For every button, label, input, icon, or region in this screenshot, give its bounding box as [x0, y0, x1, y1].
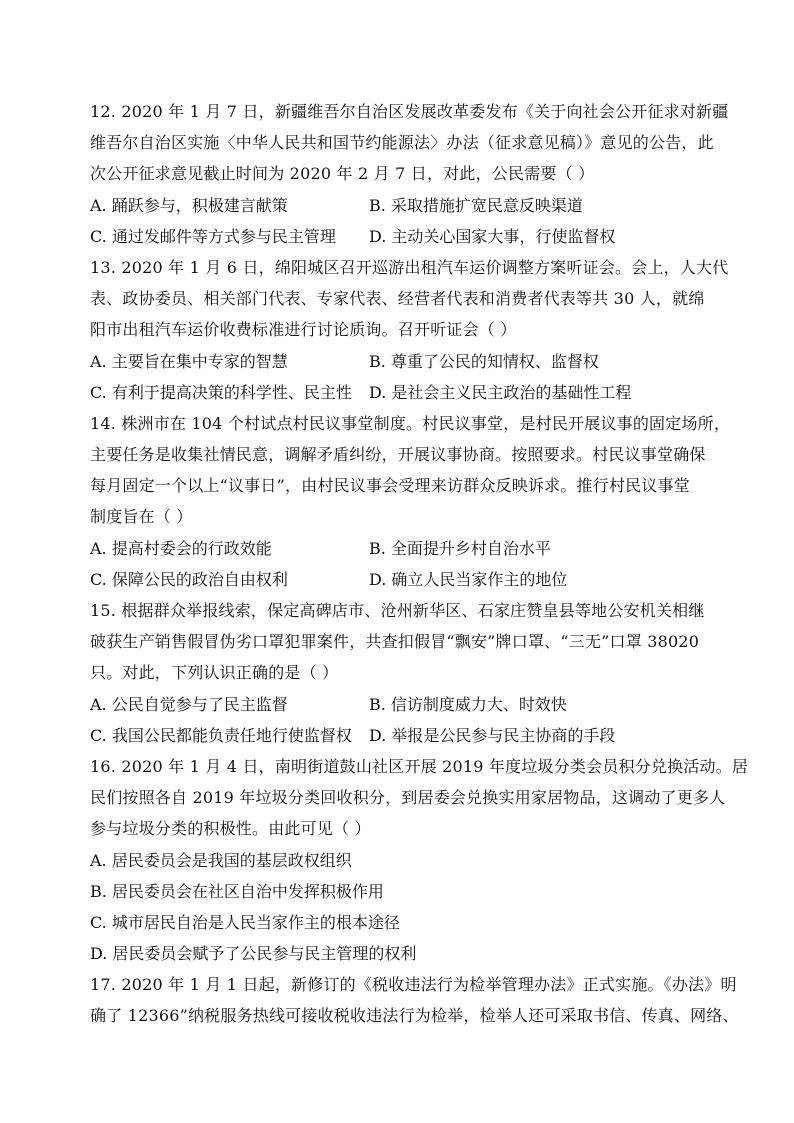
question-13	[90, 252, 729, 408]
option-c: C. 通过发邮件等方式参与民主管理	[90, 226, 336, 246]
option-c: C. 城市居民自治是人民当家作主的根本途径	[90, 912, 400, 932]
option-d: D. 主动关心国家大事，行使监督权	[369, 226, 616, 246]
question-17	[90, 969, 739, 1031]
question-stem-line: 次公开征求意见截止时间为 2020 年 2 月 7 日，对此，公民需要（ ）	[90, 164, 595, 184]
option-d: D. 确立人民当家作主的地位	[369, 569, 568, 589]
question-stem-line: 13. 2020 年 1 月 6 日，绵阳城区召开巡游出租汽车运价调整方案听证会。会上，人大代	[90, 257, 729, 277]
option-d: D. 举报是公民参与民主协商的手段	[369, 725, 616, 745]
question-stem-line: 参与垃圾分类的积极性。由此可见（ ）	[90, 819, 371, 839]
option-c: C. 有利于提高决策的科学性、民主性	[90, 382, 352, 402]
question-15	[90, 595, 704, 751]
question-stem-line: 表、政协委员、相关部门代表、专家代表、经营者代表和消费者代表等共 30 人，就绵	[90, 289, 705, 309]
question-stem-line: 17. 2020 年 1 月 1 日起，新修订的《税收违法行为检举管理办法》正式实施。《办法》明	[90, 975, 737, 995]
option-a: A. 居民委员会是我国的基层政权组织	[90, 850, 352, 870]
option-a: A. 公民自觉参与了民主监督	[90, 694, 288, 714]
question-stem-line: 16. 2020 年 1 月 4 日，南明街道鼓山社区开展 2019 年度垃圾分类会员积分兑换活动。居	[90, 756, 749, 776]
question-stem-line: 确了 12366”纳税服务热线可接收税收违法行为检举，检举人还可采取书信、传真、网络、	[90, 1006, 739, 1026]
option-row	[90, 533, 704, 564]
option-b: B. 全面提升乡村自治水平	[369, 538, 551, 558]
question-stem-line: 主要任务是收集社情民意，调解矛盾纠纷，开展议事协商。按照要求。村民议事堂确保	[90, 445, 706, 465]
option-row	[90, 221, 704, 252]
option-c: C. 保障公民的政治自由权利	[90, 569, 288, 589]
option-row	[90, 190, 704, 221]
question-stem-line: 维吾尔自治区实施〈中华人民共和国节约能源法〉办法（征求意见稿）》意见的公告，此	[90, 133, 714, 153]
option-b: B. 信访制度威力大、时效快	[369, 694, 567, 714]
question-12	[90, 96, 729, 252]
question-stem-line: 阳市出租汽车运价收费标准进行讨论质询。召开听证会（ ）	[90, 320, 517, 340]
option-b: B. 尊重了公民的知情权、监督权	[369, 351, 599, 371]
question-stem-line: 只。对此，下列认识正确的是（ ）	[90, 663, 339, 683]
option-row	[90, 346, 704, 377]
option-b: B. 采取措施扩宽民意反映渠道	[369, 195, 583, 215]
option-d: D. 是社会主义民主政治的基础性工程	[369, 382, 632, 402]
option-row	[90, 564, 704, 595]
question-stem-line: 破获生产销售假冒伪劣口罩犯罪案件，共查扣假冒“飘安”牌口罩、“三无”口罩 38020	[90, 632, 700, 652]
option-c: C. 我国公民都能负责任地行使监督权	[90, 725, 352, 745]
question-stem-line: 民们按照各自 2019 年垃圾分类回收积分，到居委会兑换实用家居物品，这调动了更多人	[90, 788, 726, 808]
option-a: A. 主要旨在集中专家的智慧	[90, 351, 288, 371]
option-a: A. 提高村委会的行政效能	[90, 538, 272, 558]
question-stem-line: 15. 根据群众举报线索，保定高碑店市、沧州新华区、石家庄赞皇县等地公安机关相继	[90, 601, 705, 620]
question-stem-line: 12. 2020 年 1 月 7 日，新疆维吾尔自治区发展改革委发布《关于向社会公开征求对新疆	[90, 102, 729, 121]
question-16	[90, 751, 749, 969]
question-14	[90, 408, 731, 595]
exam-page	[90, 96, 749, 1032]
question-stem-line: 每月固定一个以上“议事日”，由村民议事会受理来访群众反映诉求。推行村民议事堂	[90, 476, 690, 496]
option-row	[90, 689, 704, 720]
question-stem-line: 制度旨在（ ）	[90, 507, 193, 527]
option-a: A. 踊跃参与，积极建言献策	[90, 195, 288, 215]
option-row	[90, 720, 704, 751]
option-b: B. 居民委员会在社区自治中发挥积极作用	[90, 881, 384, 901]
option-d: D. 居民委员会赋予了公民参与民主管理的权利	[90, 944, 417, 964]
option-row	[90, 377, 704, 408]
question-stem-line: 14. 株洲市在 104 个村试点村民议事堂制度。村民议事堂，是村民开展议事的固定场所，	[90, 413, 731, 433]
